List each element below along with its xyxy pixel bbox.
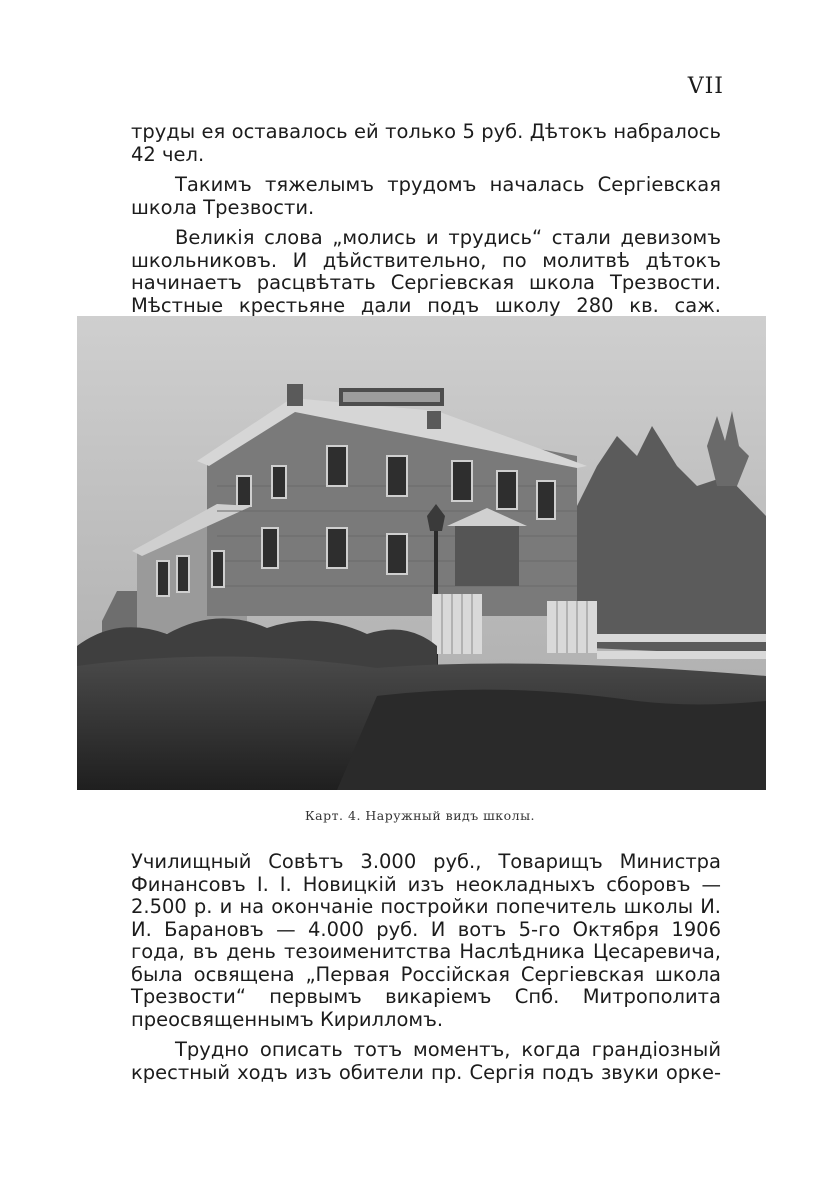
paragraph-2: Такимъ тяжелымъ трудомъ началась Сергіевская школа Трезвости.	[131, 173, 721, 219]
school-photograph	[77, 316, 766, 790]
page-number: VII	[687, 74, 724, 99]
top-text-block	[131, 121, 721, 340]
paragraph-4: Училищный Совѣтъ 3.000 руб., Товарищъ Министра Финансовъ І. І. Новицкій изъ неокладныхъ сборовъ — 2.500 р. и на окончаніе постройки попечитель школы И. И. Барановъ — 4.000 руб. И вотъ 5-го Октября 1906 года, въ день тезоименитства Наслѣдника Цесаревича, была освящена „Первая Россійская Сергіевская школа Трезвости“ первымъ викаріемъ Спб. Митрополита преосвященнымъ Кирилломъ.	[131, 850, 721, 1031]
paragraph-1: труды ея оставалось ей только 5 руб. Дѣтокъ набралось 42 чел.	[131, 120, 721, 166]
school-photo-illustration	[77, 316, 766, 790]
paragraph-5: Трудно описать тотъ моментъ, когда грандіозный крестный ходъ изъ обители пр. Сергія подъ звуки орке-	[131, 1038, 721, 1084]
figure-caption: Карт. 4. Наружный видъ школы.	[305, 808, 535, 823]
bottom-text-block	[131, 851, 721, 1084]
paragraph-3: Великія слова „молись и трудись“ стали девизомъ школьниковъ. И дѣйствительно, по молитвѣ дѣтокъ начинаетъ расцвѣтать Сергіевская школа Трезвости. Мѣстные крестьяне дали подъ школу 280 кв. саж.	[131, 226, 721, 317]
